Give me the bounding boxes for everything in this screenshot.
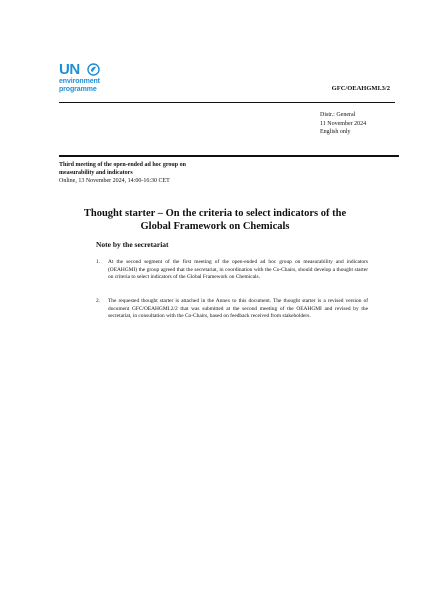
language-note: English only [320, 129, 351, 136]
meeting-details: Online, 13 November 2024, 14:00-16:30 CET [59, 178, 170, 184]
document-symbol: GFC/OEAHGMI.3/2 [331, 85, 390, 92]
distribution-block [320, 111, 366, 137]
meeting-divider [59, 155, 399, 157]
logo-un-text: UN [59, 61, 80, 78]
paragraph [96, 259, 368, 282]
distribution-label: Distr.: General [320, 112, 356, 118]
paragraph-number: 2. [96, 298, 101, 304]
paragraph-number: 1. [96, 259, 101, 265]
meeting-title-line2: measurability and indicators [59, 170, 133, 176]
unep-logo [59, 62, 105, 96]
document-date: 11 November 2024 [320, 120, 367, 127]
paragraph [96, 298, 368, 321]
meeting-block [59, 161, 229, 185]
header-divider [59, 102, 395, 103]
note-heading: Note by the secretariat [96, 240, 169, 249]
logo-environment-programme: environment programme [59, 78, 100, 93]
meeting-title-line1: Third meeting of the open-ended ad hoc group on [59, 162, 186, 168]
paragraph-text: The requested thought starter is attached in the Annex to this document. The thought starter is a revised version of document GFC/OEAHGMI.2/2 that was submitted at the second meeting of the OEAHGMI and revised by the secretariat, in consultation with the Co-Chairs, based on feedback received from stakeholders. [108, 298, 368, 320]
paragraph-text: At the second segment of the first meeting of the open-ended ad hoc group on measurability and indicators (OEAHGMI) the group agreed that the secretariat, in coordination with the Co-Chairs, should develop a thought starter on criteria to select indicators of the Global Framework on Chemicals. [108, 259, 368, 281]
globe-icon [87, 63, 100, 76]
document-title: Thought starter – On the criteria to select indicators of the Global Framework on Chemicals [83, 208, 347, 232]
